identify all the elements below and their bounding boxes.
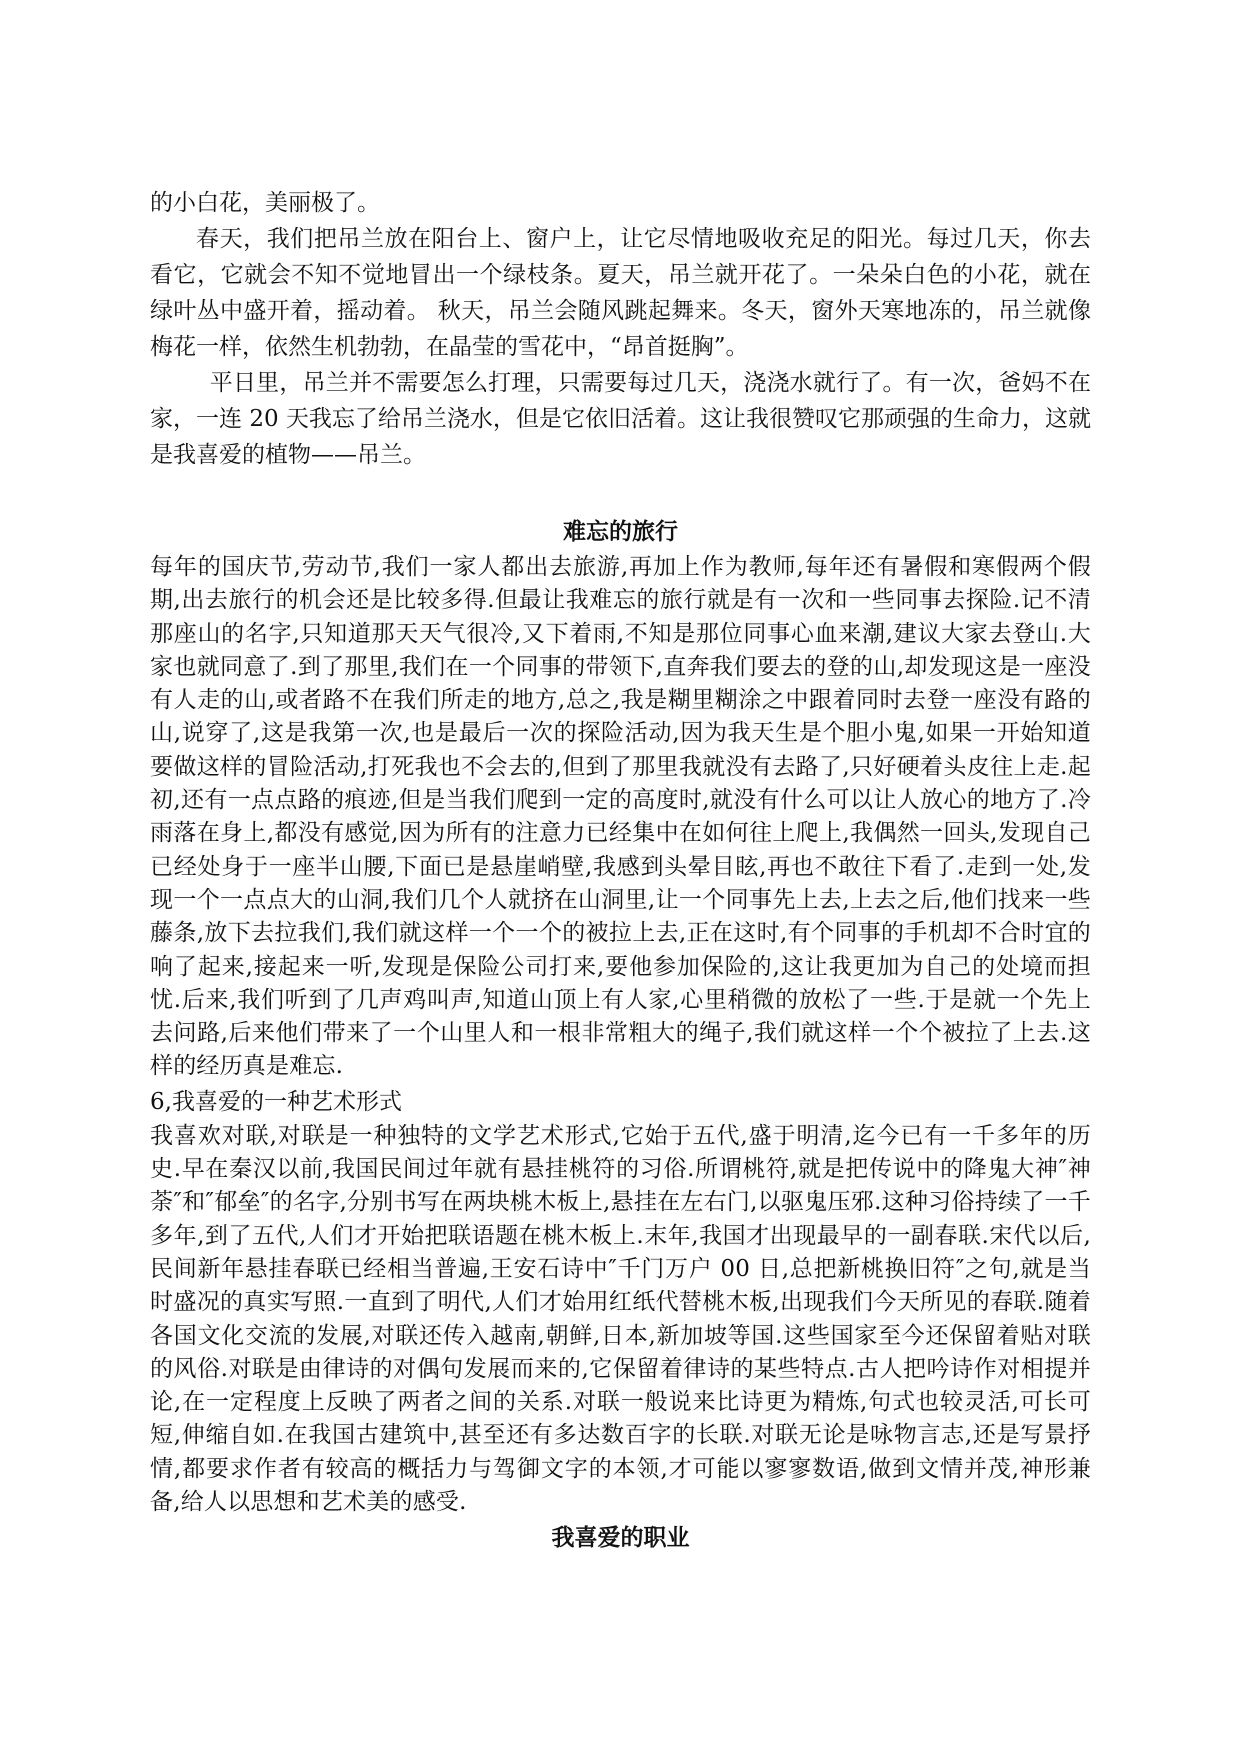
- essay-memorable-trip: 每年的国庆节,劳动节,我们一家人都出去旅游,再加上作为教师,每年还有暑假和寒假两个假期,出去旅行的机会还是比较多得.但最让我难忘的旅行就是有一次和一些同事去探险.记不清那座山的名字,只知道那天天气很冷,又下着雨,不知是那位同事心血来潮,建议大家去登山.大家也就同意了.到了那里,我们在一个同事的带领下,直奔我们要去的登的山,却发现这是一座没有人走的山,或者路不在我们所走的地方,总之,我是糊里糊涂之中跟着同时去登一座没有路的山,说穿了,这是我第一次,也是最后一次的探险活动,因为我天生是个胆小鬼,如果一开始知道要做这样的冒险活动,打死我也不会去的,但到了那里我就没有去路了,只好硬着头皮往上走.起初,还有一点点路的痕迹,但是当我们爬到一定的高度时,就没有什么可以让人放心的地方了.冷雨落在身上,都没有感觉,因为所有的注意力已经集中在如何往上爬上,我偶然一回头,发现自己已经处身于一座半山腰,下面已是悬崖峭壁,我感到头晕目眩,再也不敢往下看了.走到一处,发现一个一点点大的山洞,我们几个人就挤在山洞里,让一个同事先上去,上去之后,他们找来一些藤条,放下去拉我们,我们就这样一个一个的被拉上去,正在这时,有个同事的手机却不合时宜的响了起来,接起来一听,发现是保险公司打来,要他参加保险的,这让我更加为自己的处境而担忧.后来,我们听到了几声鸡叫声,知道山顶上有人家,心里稍微的放松了一些.于是就一个先上去问路,后来他们带来了一个山里人和一根非常粗大的绳子,我们就这样一个个被拉了上去.这样的经历真是难忘.: [150, 554, 1091, 1080]
- paragraph-seasons: 春天，我们把吊兰放在阳台上、窗户上，让它尽情地吸收充足的阳光。每过几天，你去看它，它就会不知不觉地冒出一个绿枝条。夏天，吊兰就开花了。一朵朵白色的小花，就在绿叶丛中盛开着，摇动着。 秋天，吊兰会随风跳起舞来。冬天，窗外天寒地冻的，吊兰就像梅花一样，依然生机勃勃，在晶莹的雪花中，“昂首挺胸”。: [150, 226, 1091, 360]
- essay-couplets: 我喜欢对联,对联是一种独特的文学艺术形式,它始于五代,盛于明清,迄今已有一千多年的历史.早在秦汉以前,我国民间过年就有悬挂桃符的习俗.所谓桃符,就是把传说中的降鬼大神″神荼″和″郁垒″的名字,分别书写在两块桃木板上,悬挂在左右门,以驱鬼压邪.这种习俗持续了一千多年,到了五代,人们才开始把联语题在桃木板上.末年,我国才出现最早的一副春联.宋代以后,民间新年悬挂春联已经相当普遍,王安石诗中″千门万户 00 日,总把新桃换旧符″之句,就是当时盛况的真实写照.一直到了明代,人们才始用红纸代替桃木板,出现我们今天所见的春联.随着各国文化交流的发展,对联还传入越南,朝鲜,日本,新加坡等国.这些国家至今还保留着贴对联的风俗.对联是由律诗的对偶句发展而来的,它保留着律诗的某些特点.古人把吟诗作对相提并论,在一定程度上反映了两者之间的关系.对联一般说来比诗更为精炼,句式也较灵活,可长可短,伸缩自如.在我国古建筑中,甚至还有多达数百字的长联.对联无论是咏物言志,还是写景抒情,都要求作者有较高的概括力与驾御文字的本领,才可能以寥寥数语,做到文情并茂,神形兼备,给人以思想和艺术美的感受.: [150, 1122, 1091, 1516]
- section-gap: [150, 473, 1091, 513]
- heading-art-form: 6,我喜爱的一种艺术形式: [150, 1088, 402, 1115]
- heading-memorable-trip: 难忘的旅行: [563, 518, 678, 545]
- paragraph-daily-care: 平日里，吊兰并不需要怎么打理，只需要每过几天，浇浇水就行了。有一次，爸妈不在家，一连 20 天我忘了给吊兰浇水，但是它依旧活着。这让我很赞叹它那顽强的生命力，这就是我喜爱的植物——吊兰。: [150, 370, 1091, 468]
- paragraph-flower-ending: 的小白花，美丽极了。: [150, 190, 380, 216]
- heading-favorite-career: 我喜爱的职业: [551, 1524, 690, 1552]
